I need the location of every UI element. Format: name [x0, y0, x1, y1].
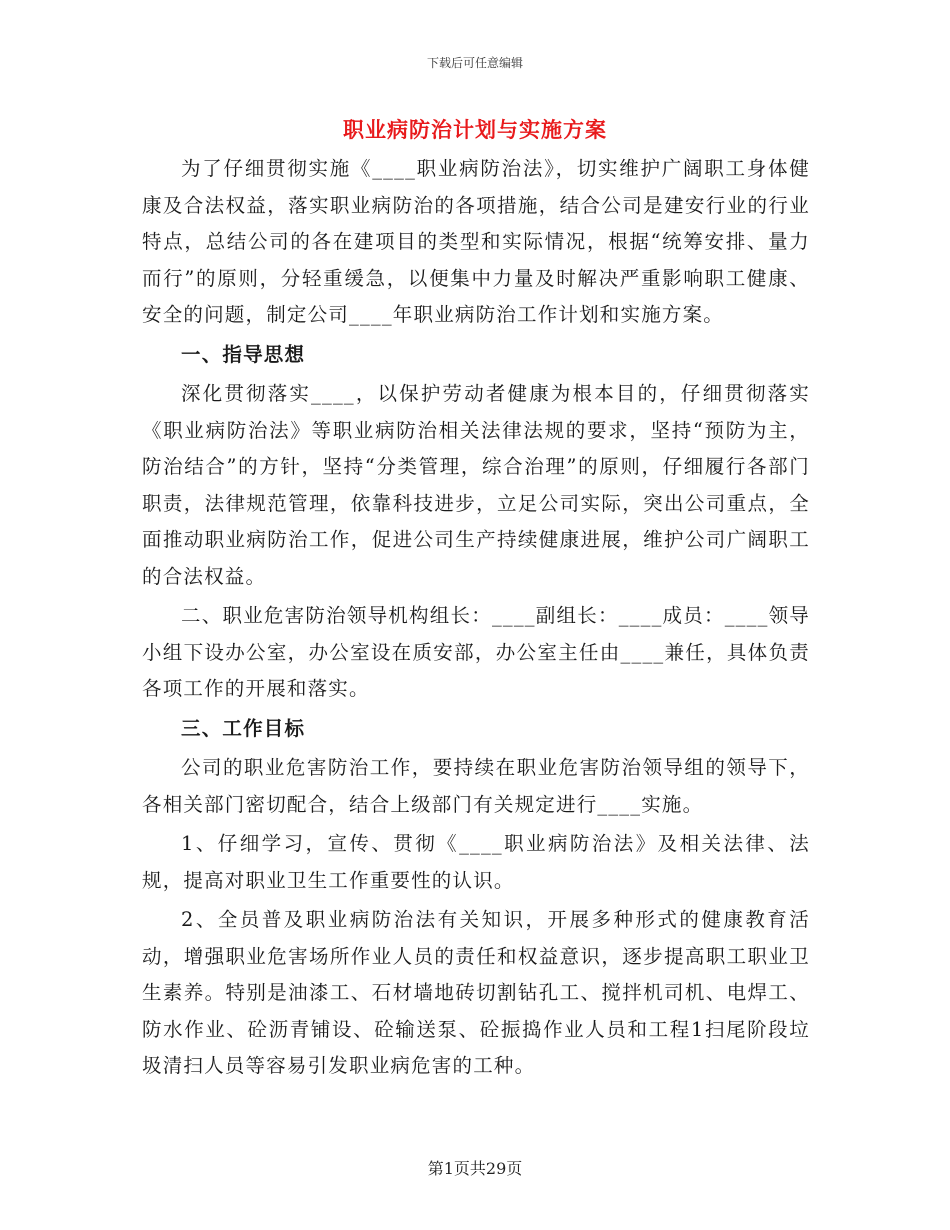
section-heading-work-goals: 三、工作目标: [181, 716, 306, 740]
document-title: 职业病防治计划与实施方案: [343, 117, 607, 142]
goal-item-1: 1、仔细学习，宣传、贯彻《____职业病防治法》及相关法律、法规，提高对职业卫生工作重要性的认识。: [142, 832, 810, 892]
section-heading-guiding-ideology: 一、指导思想: [181, 342, 306, 366]
header-note: 下载后可任意编辑: [426, 56, 523, 70]
goal-item-2: 2、全员普及职业病防治法有关知识，开展多种形式的健康教育活动，增强职业危害场所作业人员的责任和权益意识，逐步提高职工职业卫生素养。特别是油漆工、石材墙地砖切割钻孔工、搅拌机司机、电焊工、防水作业、砼沥青铺设、砼输送泵、砼振捣作业人员和工程1扫尾阶段垃圾清扫人员等容易引发职业病危害的工种。: [142, 908, 810, 1077]
intro-paragraph: 为了仔细贯彻实施《____职业病防治法》，切实维护广阔职工身体健康及合法权益，落实职业病防治的各项措施，结合公司是建安行业的行业特点，总结公司的各在建项目的类型和实际情况，根据“统筹安排、量力而行”的原则，分轻重缓急，以便集中力量及时解决严重影响职工健康、安全的问题，制定公司____年职业病防治工作计划和实施方案。: [142, 157, 810, 326]
page-footer: 第1页共29页: [427, 1159, 523, 1178]
leadership-organization-paragraph: 二、职业危害防治领导机构组长：____副组长：____成员：____领导小组下设办公室，办公室设在质安部，办公室主任由____兼任，具体负责各项工作的开展和落实。: [142, 604, 810, 700]
document-body: [142, 151, 810, 1085]
work-goals-paragraph: 公司的职业危害防治工作，要持续在职业危害防治领导组的领导下，各相关部门密切配合，结合上级部门有关规定进行____实施。: [142, 756, 810, 816]
guiding-ideology-paragraph: 深化贯彻落实____，以保护劳动者健康为根本目的，仔细贯彻落实《职业病防治法》等职业病防治相关法律法规的要求，坚持“预防为主，防治结合”的方针，坚持“分类管理，综合治理”的原则，仔细履行各部门职责，法律规范管理，依靠科技进步，立足公司实际，突出公司重点，全面推动职业病防治工作，促进公司生产持续健康进展，维护公司广阔职工的合法权益。: [142, 382, 810, 588]
